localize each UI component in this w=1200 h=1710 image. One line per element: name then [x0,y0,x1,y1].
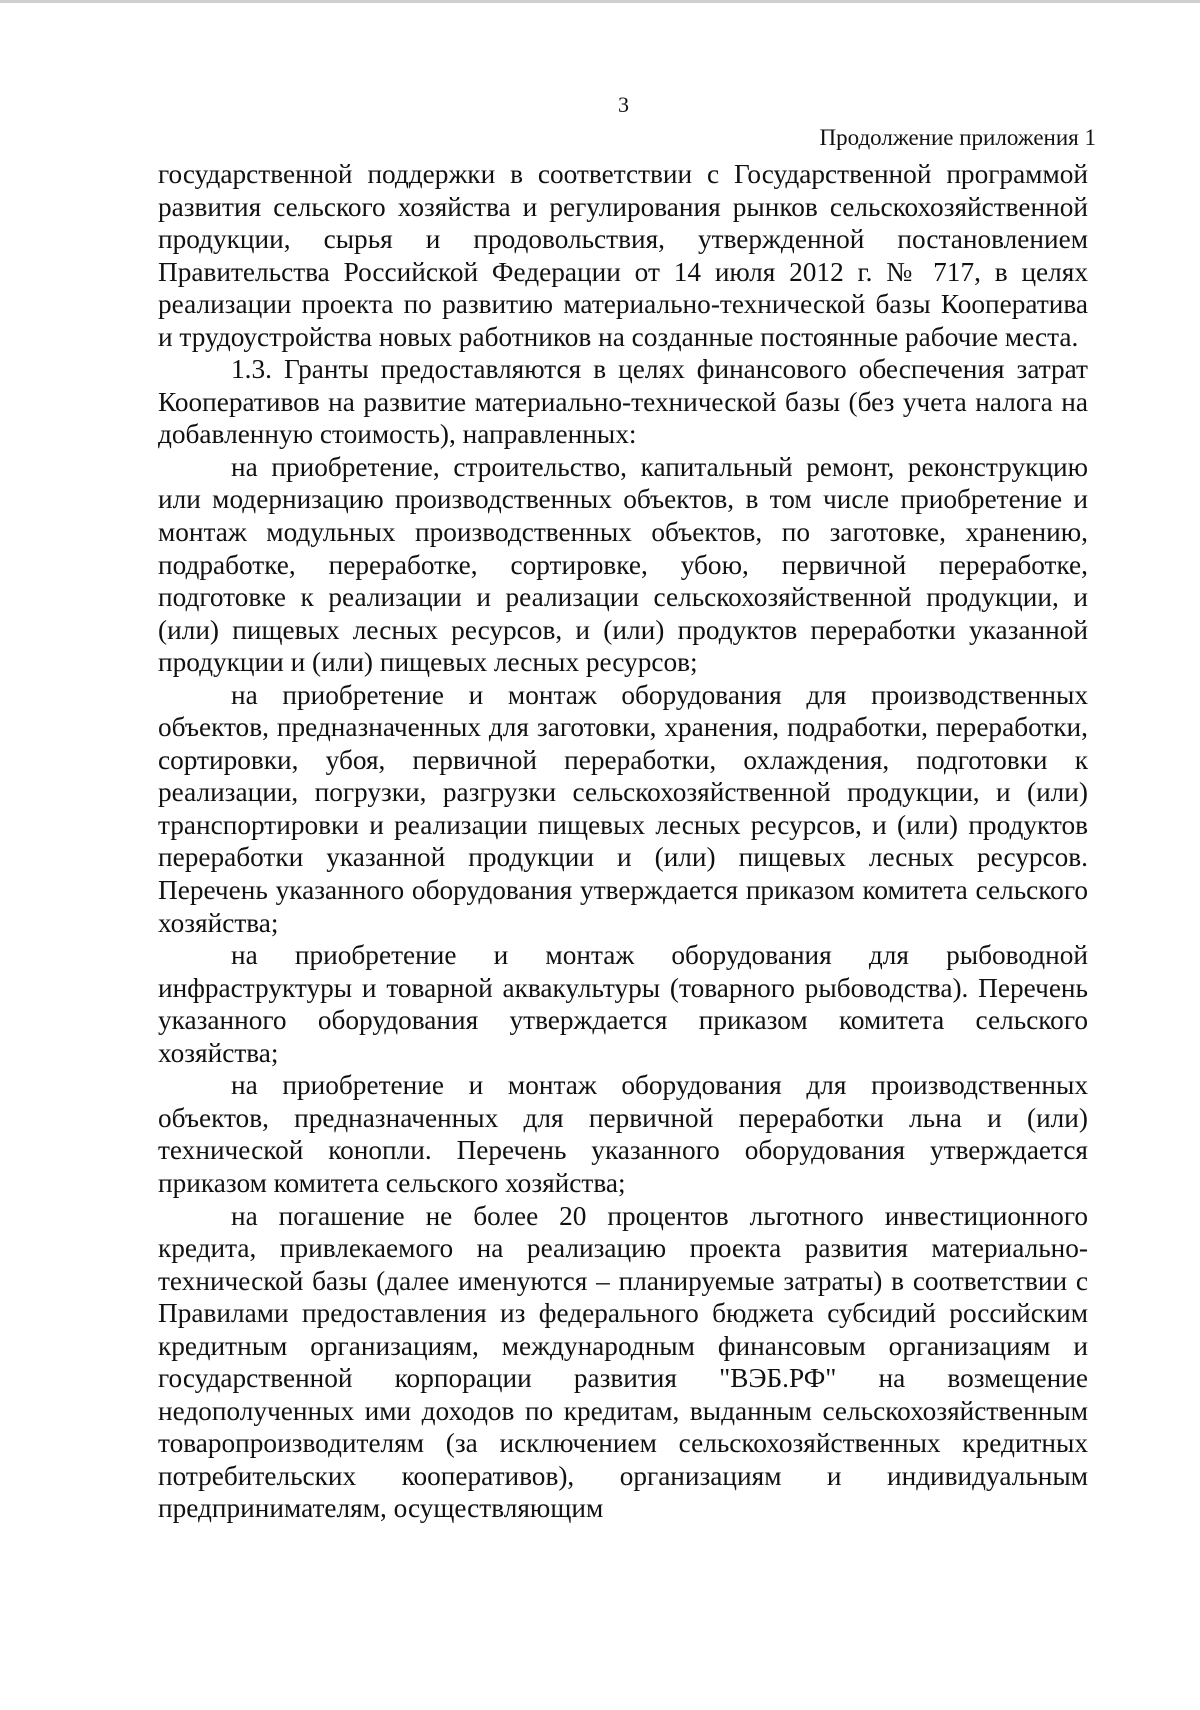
page-number: 3 [618,92,629,117]
paragraph: на приобретение и монтаж оборудования для производственных объектов, предназначенных для первичной переработки льна и (или) технической конопли. Перечень указанного оборудования утверждается приказом комитета сельского хозяйства; [158,1070,1088,1198]
document-body [158,158,1088,1525]
paragraph: государственной поддержки в соответствии с Государственной программой развития сельского хозяйства и регулирования рынков сельскохозяйственной продукции, сырья и продовольствия, утвержденной постановлением Правительства Российской Федерации от 14 июля 2012 г. № 717, в целях реализации проекта по развитию материально-технической базы Кооператива и трудоустройства новых работников на созданные постоянные рабочие места. [158,159,1088,352]
paragraph: 1.3. Гранты предоставляются в целях финансового обеспечения затрат Кооперативов на развитие материально-технической базы (без учета налога на добавленную стоимость), направленных: [158,354,1088,450]
appendix-continuation-label: Продолжение приложения 1 [819,125,1096,150]
paragraph: на приобретение и монтаж оборудования для рыбоводной инфраструктуры и товарной аквакультуры (товарного рыбоводства). Перечень указанного оборудования утверждается приказом комитета сельского хозяйства; [158,940,1088,1068]
paragraph: на погашение не более 20 процентов льготного инвестиционного кредита, привлекаемого на реализацию проекта развития материально-технической базы (далее именуются – планируемые затраты) в соответствии с Правилами предоставления из федерального бюджета субсидий российским кредитным организациям, международным финансовым организациям и государственной корпорации развития "ВЭБ.РФ" на возмещение недополученных ими доходов по кредитам, выданным сельскохозяйственным товаропроизводителям (за исключением сельскохозяйственных кредитных потребительских кооперативов), организациям и индивидуальным предпринимателям, осуществляющим [158,1200,1088,1524]
paragraph: на приобретение и монтаж оборудования для производственных объектов, предназначенных для заготовки, хранения, подработки, переработки, сортировки, убоя, первичной переработки, охлаждения, подготовки к реализации, погрузки, разгрузки сельскохозяйственной продукции, и (или) транспортировки и реализации пищевых лесных ресурсов, и (или) продуктов переработки указанной продукции и (или) пищевых лесных ресурсов. Перечень указанного оборудования утверждается приказом комитета сельского хозяйства; [158,679,1088,938]
scan-top-edge [0,0,1200,3]
paragraph: на приобретение, строительство, капитальный ремонт, реконструкцию или модернизацию производственных объектов, в том числе приобретение и монтаж модульных производственных объектов, по заготовке, хранению, подработке, переработке, сортировке, убою, первичной переработке, подготовке к реализации и реализации сельскохозяйственной продукции, и (или) пищевых лесных ресурсов, и (или) продуктов переработки указанной продукции и (или) пищевых лесных ресурсов; [158,451,1088,678]
